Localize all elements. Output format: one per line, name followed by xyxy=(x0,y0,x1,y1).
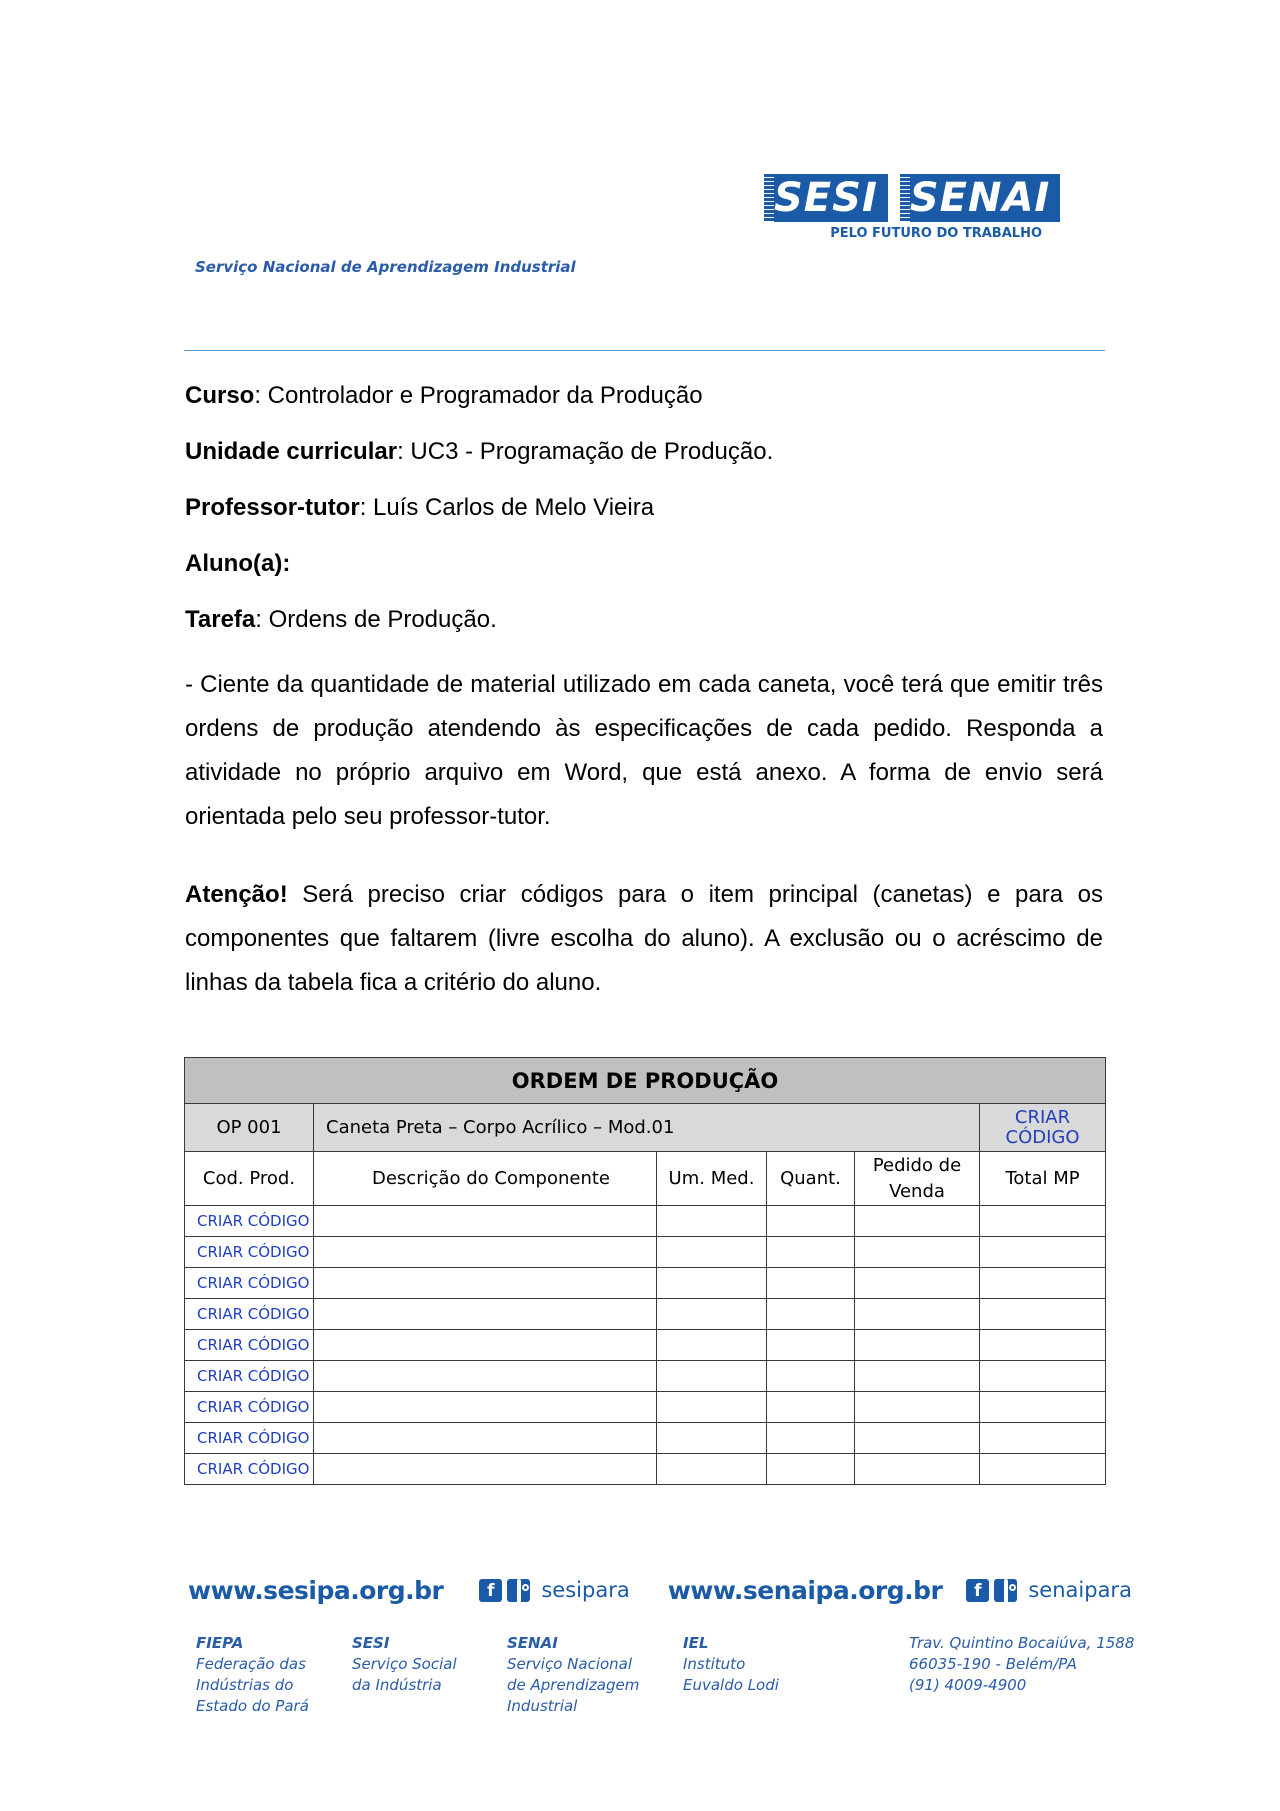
iel-title: IEL xyxy=(683,1634,709,1652)
facebook-icon[interactable]: f xyxy=(479,1579,502,1602)
quantity-cell[interactable] xyxy=(767,1237,855,1268)
attention-paragraph xyxy=(185,873,1103,1005)
description-cell[interactable] xyxy=(314,1237,657,1268)
sesi-line: da Indústria xyxy=(352,1676,442,1694)
sales-order-cell[interactable] xyxy=(855,1206,980,1237)
total-mp-cell[interactable] xyxy=(980,1268,1106,1299)
unit-cell[interactable] xyxy=(657,1423,767,1454)
description-cell[interactable] xyxy=(314,1206,657,1237)
sales-order-cell[interactable] xyxy=(855,1361,980,1392)
attention-text: Será preciso criar códigos para o item principal (canetas) e para os componentes que faltarem (livre escolha do aluno). A exclusão ou o acréscimo de linhas da tabela fica a critério do aluno. xyxy=(185,881,1103,996)
senai-website-link[interactable]: www.senaipa.org.br xyxy=(667,1575,943,1605)
student-line xyxy=(185,550,290,578)
facebook-icon[interactable]: f xyxy=(966,1579,989,1602)
footer-links xyxy=(188,1570,1132,1610)
quantity-cell[interactable] xyxy=(767,1268,855,1299)
column-header: Total MP xyxy=(980,1152,1106,1206)
sales-order-cell[interactable] xyxy=(855,1423,980,1454)
quantity-cell[interactable] xyxy=(767,1392,855,1423)
student-label: Aluno(a): xyxy=(185,550,291,577)
unit-cell[interactable] xyxy=(657,1361,767,1392)
column-header: Quant. xyxy=(767,1152,855,1206)
description-cell[interactable] xyxy=(314,1361,657,1392)
table-row xyxy=(185,1392,1106,1423)
senai-line: Industrial xyxy=(507,1697,578,1715)
professor-line xyxy=(185,494,654,522)
description-cell[interactable] xyxy=(314,1330,657,1361)
instagram-icon[interactable] xyxy=(994,1579,1017,1602)
course-value: : Controlador e Programador da Produção xyxy=(254,382,703,409)
fiepa-line: Indústrias do xyxy=(196,1676,294,1694)
iel-line: Instituto xyxy=(683,1655,746,1673)
column-header: Cod. Prod. xyxy=(185,1152,314,1206)
unit-cell[interactable] xyxy=(657,1392,767,1423)
sales-order-cell[interactable] xyxy=(855,1268,980,1299)
sesi-website-link[interactable]: www.sesipa.org.br xyxy=(188,1575,444,1605)
address-line: (91) 4009-4900 xyxy=(909,1676,1027,1694)
table-row xyxy=(185,1299,1106,1330)
row-code-cell[interactable]: CRIAR CÓDIGO xyxy=(185,1299,314,1330)
header-divider xyxy=(184,350,1105,351)
unit-value: : UC3 - Programação de Produção. xyxy=(397,438,774,465)
column-header: Um. Med. xyxy=(657,1152,767,1206)
table-row xyxy=(185,1361,1106,1392)
fiepa-line: Federação das xyxy=(196,1655,306,1673)
total-mp-cell[interactable] xyxy=(980,1361,1106,1392)
column-header: Pedido de Venda xyxy=(855,1152,980,1206)
table-row xyxy=(185,1454,1106,1485)
address-line: 66035-190 - Belém/PA xyxy=(909,1655,1077,1673)
description-cell[interactable] xyxy=(314,1299,657,1330)
footer-fiepa xyxy=(196,1633,309,1717)
unit-cell[interactable] xyxy=(657,1330,767,1361)
unit-line xyxy=(185,438,773,466)
quantity-cell[interactable] xyxy=(767,1330,855,1361)
row-code-cell[interactable]: CRIAR CÓDIGO xyxy=(185,1237,314,1268)
table-row xyxy=(185,1423,1106,1454)
table-row xyxy=(185,1206,1106,1237)
row-code-cell[interactable]: CRIAR CÓDIGO xyxy=(185,1392,314,1423)
row-code-cell[interactable]: CRIAR CÓDIGO xyxy=(185,1361,314,1392)
total-mp-cell[interactable] xyxy=(980,1330,1106,1361)
sesi-senai-logo xyxy=(764,174,1098,244)
total-mp-cell[interactable] xyxy=(980,1237,1106,1268)
row-code-cell[interactable]: CRIAR CÓDIGO xyxy=(185,1268,314,1299)
sales-order-cell[interactable] xyxy=(855,1299,980,1330)
description-cell[interactable] xyxy=(314,1392,657,1423)
total-mp-cell[interactable] xyxy=(980,1423,1106,1454)
instagram-icon[interactable] xyxy=(507,1579,530,1602)
iel-line: Euvaldo Lodi xyxy=(683,1676,779,1694)
row-code-cell[interactable]: CRIAR CÓDIGO xyxy=(185,1330,314,1361)
footer-senai xyxy=(507,1633,639,1717)
senai-social-handle[interactable]: senaipara xyxy=(1028,1578,1132,1602)
fiepa-line: Estado do Pará xyxy=(196,1697,309,1715)
sesi-line: Serviço Social xyxy=(352,1655,457,1673)
task-value: : Ordens de Produção. xyxy=(255,606,497,633)
senai-social xyxy=(966,1578,1132,1602)
course-label: Curso xyxy=(185,382,255,409)
footer-iel xyxy=(683,1633,779,1696)
total-mp-cell[interactable] xyxy=(980,1454,1106,1485)
row-code-cell[interactable]: CRIAR CÓDIGO xyxy=(185,1206,314,1237)
fiepa-title: FIEPA xyxy=(196,1634,244,1652)
unit-cell[interactable] xyxy=(657,1454,767,1485)
row-code-cell[interactable]: CRIAR CÓDIGO xyxy=(185,1454,314,1485)
column-header: Descrição do Componente xyxy=(314,1152,657,1206)
footer-sesi xyxy=(352,1633,457,1696)
task-label: Tarefa xyxy=(185,606,256,633)
senai-line: Serviço Nacional xyxy=(507,1655,633,1673)
unit-label: Unidade curricular xyxy=(185,438,398,465)
address-line: Trav. Quintino Bocaiúva, 1588 xyxy=(909,1634,1135,1652)
senai-title: SENAI xyxy=(507,1634,558,1652)
unit-cell[interactable] xyxy=(657,1299,767,1330)
sesi-logo-word: SESI xyxy=(764,174,888,222)
product-description: Caneta Preta – Corpo Acrílico – Mod.01 xyxy=(314,1104,980,1152)
product-code-placeholder[interactable]: CRIAR CÓDIGO xyxy=(980,1104,1106,1152)
senai-line: de Aprendizagem xyxy=(507,1676,640,1694)
senai-logo-word: SENAI xyxy=(900,174,1060,222)
total-mp-cell[interactable] xyxy=(980,1299,1106,1330)
unit-cell[interactable] xyxy=(657,1206,767,1237)
total-mp-cell[interactable] xyxy=(980,1206,1106,1237)
table-title: ORDEM DE PRODUÇÃO xyxy=(185,1058,1106,1104)
attention-label: Atenção! xyxy=(185,881,288,908)
description-cell[interactable] xyxy=(314,1423,657,1454)
row-code-cell[interactable]: CRIAR CÓDIGO xyxy=(185,1423,314,1454)
production-order-table xyxy=(184,1057,1106,1485)
op-number: OP 001 xyxy=(185,1104,314,1152)
sales-order-cell[interactable] xyxy=(855,1330,980,1361)
quantity-cell[interactable] xyxy=(767,1423,855,1454)
sesi-social xyxy=(479,1578,629,1602)
instructions-paragraph: - Ciente da quantidade de material utilizado em cada caneta, você terá que emitir três ordens de produção atendendo às especificações de cada pedido. Responda a atividade no próprio arquivo em Word, que está anexo. A forma de envio será orientada pelo seu professor-tutor. xyxy=(185,671,1103,830)
sales-order-cell[interactable] xyxy=(855,1454,980,1485)
logo-tagline: PELO FUTURO DO TRABALHO xyxy=(830,226,1042,241)
description-cell[interactable] xyxy=(314,1268,657,1299)
professor-value: : Luís Carlos de Melo Vieira xyxy=(359,494,655,521)
institution-name: Serviço Nacional de Aprendizagem Industrial xyxy=(195,258,576,276)
total-mp-cell[interactable] xyxy=(980,1392,1106,1423)
unit-cell[interactable] xyxy=(657,1237,767,1268)
table-row xyxy=(185,1268,1106,1299)
quantity-cell[interactable] xyxy=(767,1454,855,1485)
description-cell[interactable] xyxy=(314,1454,657,1485)
table-row xyxy=(185,1330,1106,1361)
course-line xyxy=(185,382,703,410)
task-line xyxy=(185,606,497,634)
sales-order-cell[interactable] xyxy=(855,1392,980,1423)
quantity-cell[interactable] xyxy=(767,1206,855,1237)
unit-cell[interactable] xyxy=(657,1268,767,1299)
sales-order-cell[interactable] xyxy=(855,1237,980,1268)
sesi-social-handle[interactable]: sesipara xyxy=(541,1578,630,1602)
professor-label: Professor-tutor xyxy=(185,494,360,521)
footer-address xyxy=(909,1633,1134,1696)
quantity-cell[interactable] xyxy=(767,1299,855,1330)
sesi-title: SESI xyxy=(352,1634,390,1652)
table-row xyxy=(185,1237,1106,1268)
quantity-cell[interactable] xyxy=(767,1361,855,1392)
